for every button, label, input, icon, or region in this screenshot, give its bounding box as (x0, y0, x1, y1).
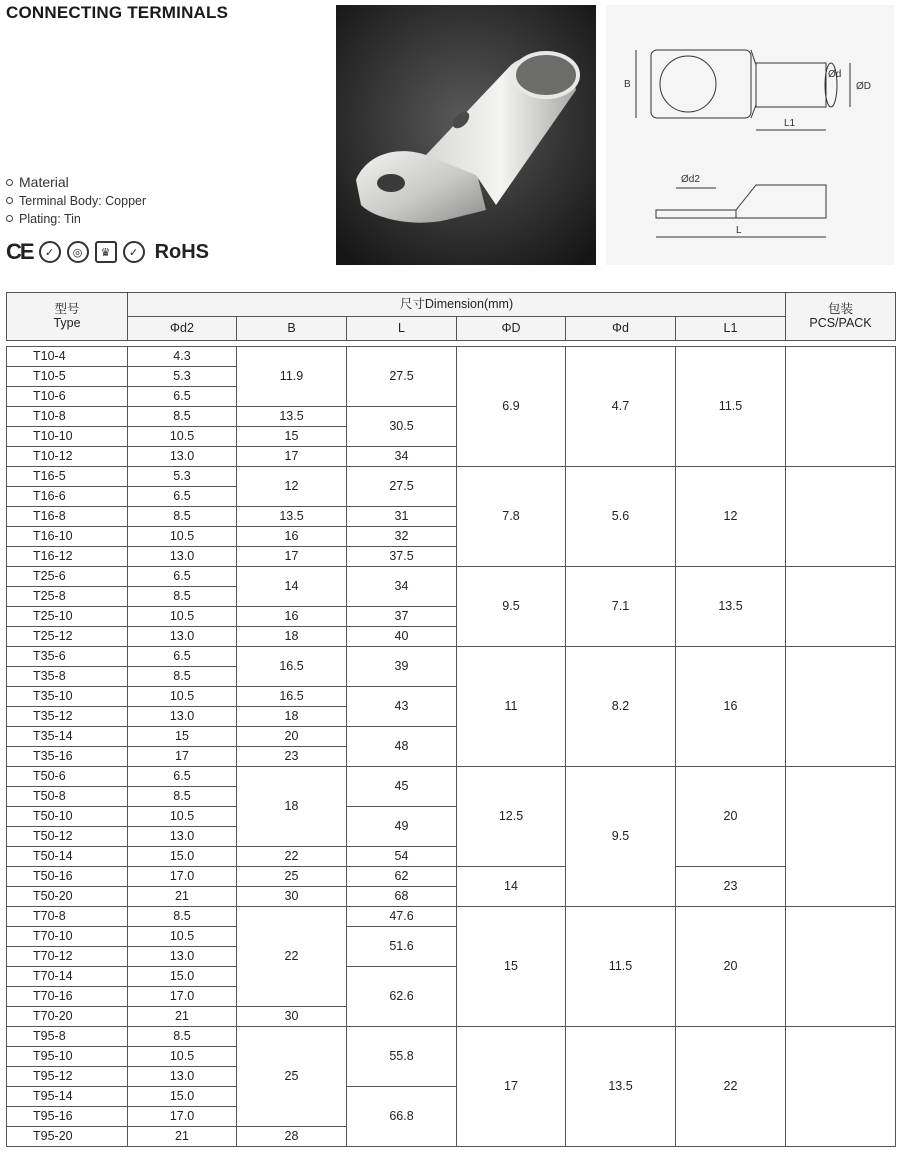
table-row: T50-14 15.0 22 54 (7, 847, 896, 867)
certification-logos (6, 238, 209, 266)
pack-cell (786, 907, 896, 1027)
ccc-seal-icon: ◎ (67, 241, 89, 263)
col-header-outer-diameter: ΦD (457, 317, 566, 341)
pack-header: 包装 PCS/PACK (786, 293, 896, 341)
table-row: T25-8 8.5 (7, 587, 896, 607)
table-row: T16-5 5.3 12 27.5 7.8 5.6 12 (7, 467, 896, 487)
pack-cell (786, 467, 896, 567)
col-header-b: B (237, 317, 347, 341)
col-header-d2: Φd2 (128, 317, 237, 341)
table-row: T95-10 10.5 (7, 1047, 896, 1067)
table-row: T70-16 17.0 (7, 987, 896, 1007)
table-row: T50-8 8.5 (7, 787, 896, 807)
table-row: T10-5 5.3 (7, 367, 896, 387)
table-row: T35-16 17 23 (7, 747, 896, 767)
material-body: Terminal Body: Copper (6, 194, 146, 208)
table-row: T35-8 8.5 (7, 667, 896, 687)
table-row: T10-6 6.5 (7, 387, 896, 407)
terminal-lug-photo-icon (336, 5, 596, 265)
table-row: T35-14 15 20 48 (7, 727, 896, 747)
table-row: T95-16 17.0 (7, 1107, 896, 1127)
table-row: T35-6 6.5 16.5 39 11 8.2 16 (7, 647, 896, 667)
table-row: T16-6 6.5 (7, 487, 896, 507)
pack-cell (786, 767, 896, 907)
table-row: T10-12 13.0 17 34 (7, 447, 896, 467)
bullet-icon (6, 215, 13, 222)
rohs-mark: RoHS (154, 240, 210, 263)
table-row: T95-14 15.0 66.8 (7, 1087, 896, 1107)
dim-label-od: ØD (856, 81, 871, 92)
table-row: T70-12 13.0 (7, 947, 896, 967)
dimension-drawing-icon (606, 5, 894, 265)
table-row: T95-12 13.0 (7, 1067, 896, 1087)
spec-table (6, 292, 896, 1147)
pack-cell (786, 647, 896, 767)
dim-label-od-small: Ød (828, 69, 842, 80)
dim-label-l1: L1 (784, 118, 796, 129)
bullet-icon (6, 179, 13, 186)
ce-mark-icon: CE (6, 239, 33, 264)
table-row: T50-16 17.0 25 62 14 23 (7, 867, 896, 887)
dim-label-od2: Ød2 (681, 174, 700, 185)
type-header: 型号 Type (7, 293, 128, 341)
pack-cell (786, 567, 896, 647)
table-row: T10-4 4.3 11.9 27.5 6.9 4.7 11.5 (7, 347, 896, 367)
table-row: T35-12 13.0 18 (7, 707, 896, 727)
dimension-header: 尺寸Dimension(mm) (128, 293, 786, 317)
table-row: T50-20 21 30 68 (7, 887, 896, 907)
pack-cell (786, 347, 896, 467)
table-row: T50-12 13.0 (7, 827, 896, 847)
page-title: CONNECTING TERMINALS (6, 3, 229, 22)
table-row: T95-8 8.5 25 55.8 17 13.5 22 (7, 1027, 896, 1047)
col-header-l1: L1 (676, 317, 786, 341)
table-row: T25-12 13.0 18 40 (7, 627, 896, 647)
table-row: T25-6 6.5 14 34 9.5 7.1 13.5 (7, 567, 896, 587)
table-row: T50-6 6.5 18 45 12.5 9.5 20 (7, 767, 896, 787)
table-row: T16-8 8.5 13.5 31 (7, 507, 896, 527)
quality-seal-icon: ✓ (39, 241, 61, 263)
material-plating: Plating: Tin (6, 212, 81, 226)
col-header-l: L (347, 317, 457, 341)
col-header-inner-diameter: Φd (566, 317, 676, 341)
table-row: T50-10 10.5 49 (7, 807, 896, 827)
bullet-icon (6, 197, 13, 204)
table-row: T70-20 21 30 (7, 1007, 896, 1027)
table-row: T70-10 10.5 51.6 (7, 927, 896, 947)
table-row: T25-10 10.5 16 37 (7, 607, 896, 627)
sgs-seal-icon: ✓ (123, 241, 145, 263)
table-row: T16-10 10.5 16 32 (7, 527, 896, 547)
technical-drawing (606, 5, 894, 265)
table-row: T10-10 10.5 15 (7, 427, 896, 447)
table-row: T16-12 13.0 17 37.5 (7, 547, 896, 567)
dim-label-b: B (624, 79, 631, 90)
table-row: T95-20 21 28 (7, 1127, 896, 1147)
table-row: T70-8 8.5 22 47.6 15 11.5 20 (7, 907, 896, 927)
dim-label-l: L (736, 225, 742, 236)
product-photo (336, 5, 596, 265)
pack-cell (786, 1027, 896, 1147)
table-row: T35-10 10.5 16.5 43 (7, 687, 896, 707)
ukas-seal-icon: ♛ (95, 241, 117, 263)
material-heading: Material (6, 174, 69, 190)
table-row: T70-14 15.0 62.6 (7, 967, 896, 987)
table-row: T10-8 8.5 13.5 30.5 (7, 407, 896, 427)
